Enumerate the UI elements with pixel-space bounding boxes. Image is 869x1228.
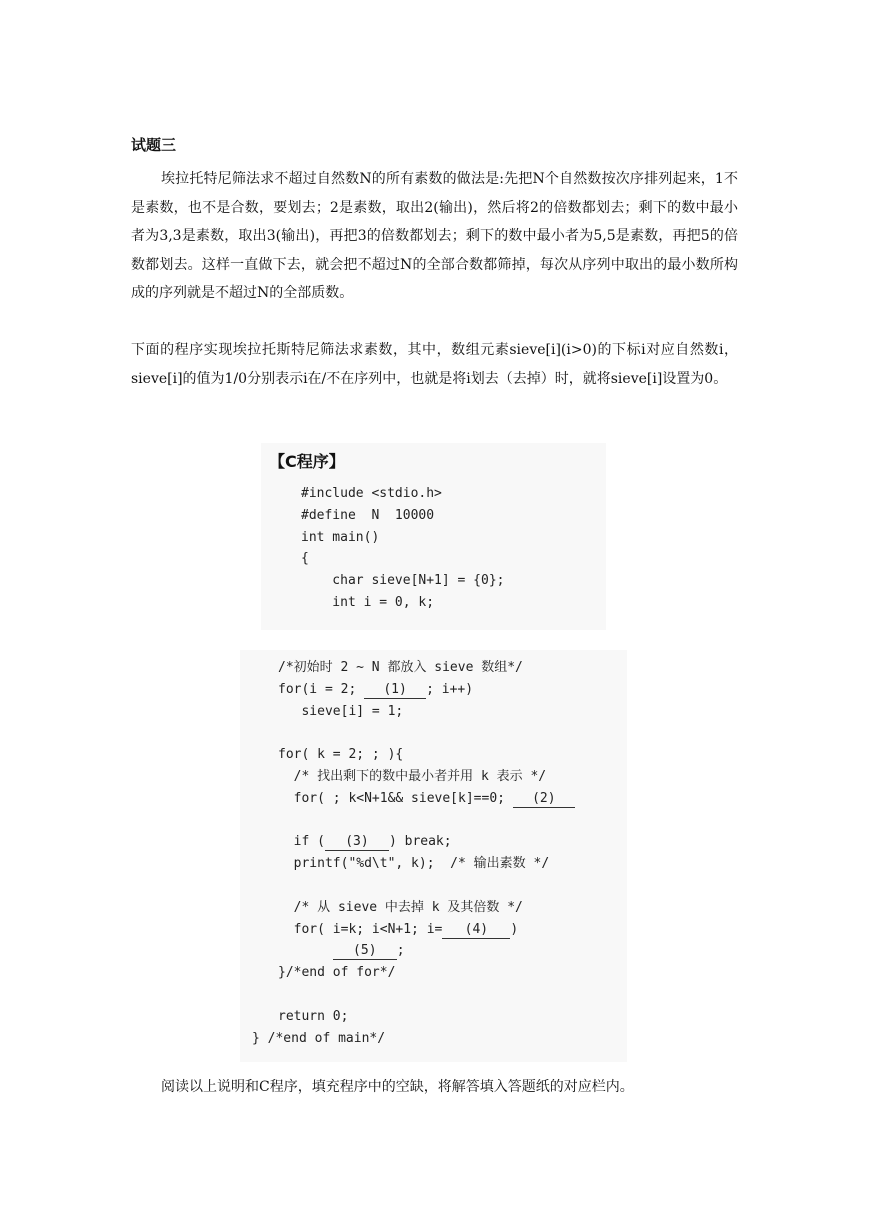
code-line: if ( — [278, 834, 325, 850]
code-line: for( ; k<N+1&& sieve[k]==0; — [278, 790, 513, 806]
instruction-paragraph: 阅读以上说明和C程序，填充程序中的空缺，将解答填入答题纸的对应栏内。 — [161, 1079, 634, 1095]
code-line: { — [301, 551, 309, 567]
code-comment: /* 找出剩下的数中最小者并用 k 表示 */ — [278, 768, 547, 784]
code-line: }/*end of for*/ — [278, 965, 396, 981]
blank-1: (1) — [364, 682, 426, 699]
code-comment: /* 从 sieve 中去掉 k 及其倍数 */ — [278, 899, 523, 915]
code-line: #define N 10000 — [301, 507, 435, 523]
question-title: 试题三 — [131, 136, 177, 154]
blank-2: (2) — [513, 791, 575, 808]
code-line: for(i = 2; — [278, 681, 365, 697]
code-lines-part2 — [252, 657, 575, 1049]
code-block-body — [240, 650, 627, 1062]
blank-4: (4) — [442, 922, 510, 939]
code-line: return 0; — [278, 1008, 349, 1024]
code-line: ) break; — [388, 834, 452, 850]
code-line: printf("%d\t", k); /* 输出素数 */ — [278, 856, 550, 872]
blank-3: (3) — [325, 834, 389, 851]
description-paragraph: 埃拉托特尼筛法求不超过自然数N的所有素数的做法是:先把N个自然数按次序排列起来，1不是素数，也不是合数，要划去；2是素数，取出2(输出)，然后将2的倍数都划去；剩下的数中最小者为3,3是素数，取出3(输出)，再把3的倍数都划去；剩下的数中最小者为5,5是素数，再把5的倍数都划去。这样一直做下去，就会把不超过N的全部合数都筛掉，每次从序列中取出的最小数所构成的序列就是不超过N的全部质数。 — [131, 171, 738, 301]
code-line: sieve[i] = 1; — [278, 703, 404, 719]
code-line: #include <stdio.h> — [301, 486, 442, 501]
code-line: } /*end of main*/ — [252, 1030, 386, 1046]
program-explanation-paragraph: 下面的程序实现埃拉托斯特尼筛法求素数，其中，数组元素sieve[i](i>0)的下标i对应自然数i，sieve[i]的值为1/0分别表示i在/不在序列中，也就是将i划去（去掉）时，就将sieve[i]设置为0。 — [131, 342, 738, 387]
code-block-header — [261, 443, 606, 630]
code-line: int main() — [301, 529, 380, 545]
code-lines-part1 — [301, 483, 505, 614]
code-heading: 【C程序】 — [269, 452, 345, 471]
blank-5: (5) — [333, 943, 397, 960]
code-line: for( i=k; i<N+1; i= — [278, 921, 443, 937]
code-line: for( k = 2; ; ){ — [278, 747, 404, 763]
code-line: ) — [510, 921, 519, 937]
code-line: ; — [396, 943, 405, 959]
code-line: char sieve[N+1] = {0}; — [301, 573, 505, 589]
code-comment: /*初始时 2 ~ N 都放入 sieve 数组*/ — [278, 660, 523, 675]
code-line: int i = 0, k; — [301, 594, 435, 610]
code-line: ; i++) — [426, 681, 474, 697]
